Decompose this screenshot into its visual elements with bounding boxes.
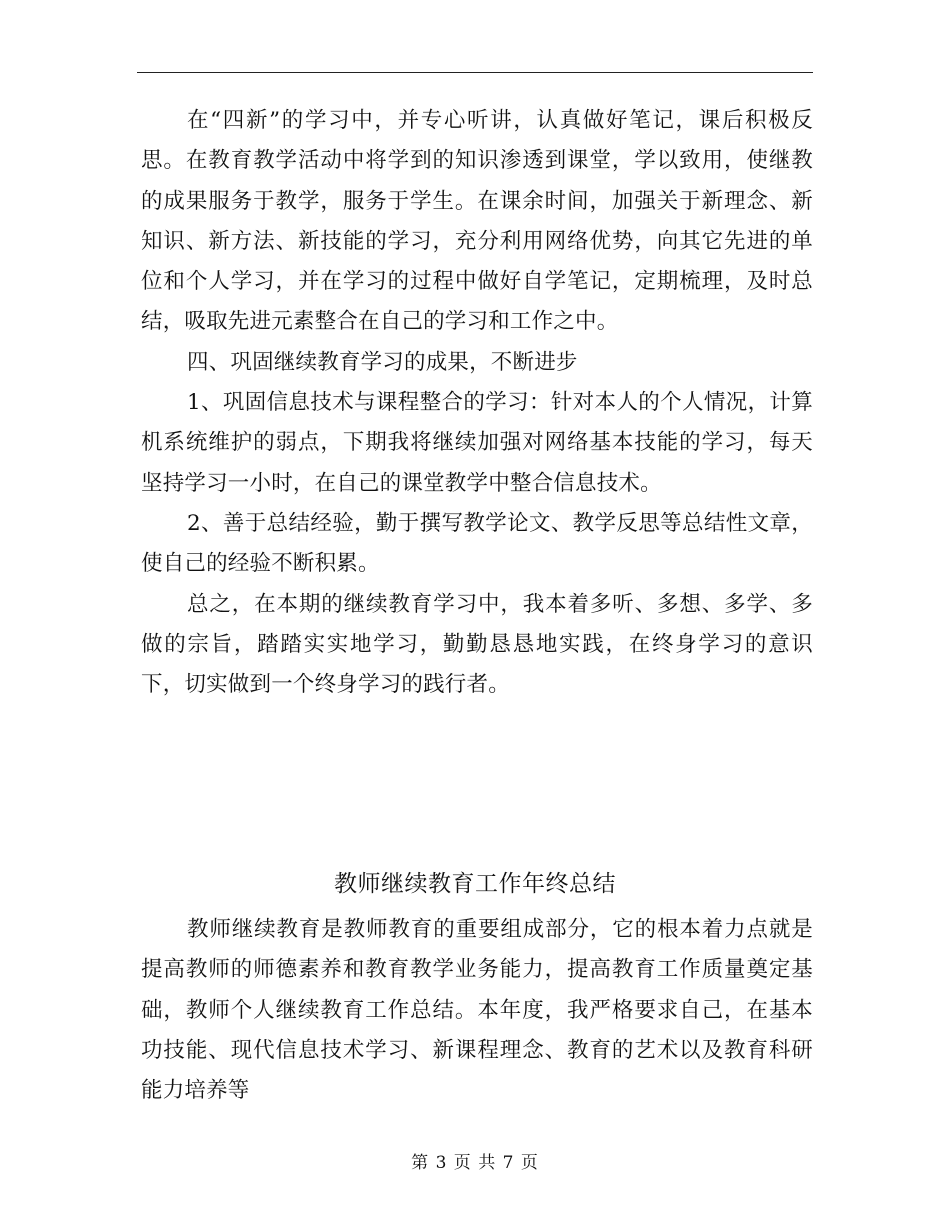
page-number-footer: 第 3 页 共 7 页	[411, 1153, 539, 1173]
header-rule	[137, 72, 813, 73]
article-title: 教师继续教育工作年终总结	[334, 871, 616, 897]
paragraph: 2、善于总结经验，勤于撰写教学论文、教学反思等总结性文章，使自己的经验不断积累。	[141, 510, 813, 577]
paragraph: 总之，在本期的继续教育学习中，我本着多听、多想、多学、多做的宗旨，踏踏实实地学习，勤勤恳恳地实践，在终身学习的意识下，切实做到一个终身学习的践行者。	[141, 591, 813, 698]
paragraph: 1、巩固信息技术与课程整合的学习：针对本人的个人情况，计算机系统维护的弱点，下期我将继续加强对网络基本技能的学习，每天坚持学习一小时，在自己的课堂教学中整合信息技术。	[141, 390, 813, 496]
document-body	[141, 101, 813, 705]
article-body	[141, 910, 813, 1111]
paragraph: 在“四新”的学习中，并专心听讲，认真做好笔记，课后积极反思。在教育教学活动中将学到的知识渗透到课堂，学以致用，使继教的成果服务于教学，服务于学生。在课余时间，加强关于新理念、新知识、新方法、新技能的学习，充分利用网络优势，向其它先进的单位和个人学习，并在学习的过程中做好自学笔记，定期梳理，及时总结，吸取先进元素整合在自己的学习和工作之中。	[141, 108, 813, 335]
paragraph: 教师继续教育是教师教育的重要组成部分，它的根本着力点就是提高教师的师德素养和教育教学业务能力，提高教育工作质量奠定基础，教师个人继续教育工作总结。本年度，我严格要求自己，在基本功技能、现代信息技术学习、新课程理念、教育的艺术以及教育科研能力培养等	[141, 917, 813, 1104]
section-heading: 四、巩固继续教育学习的成果，不断进步	[187, 349, 578, 375]
